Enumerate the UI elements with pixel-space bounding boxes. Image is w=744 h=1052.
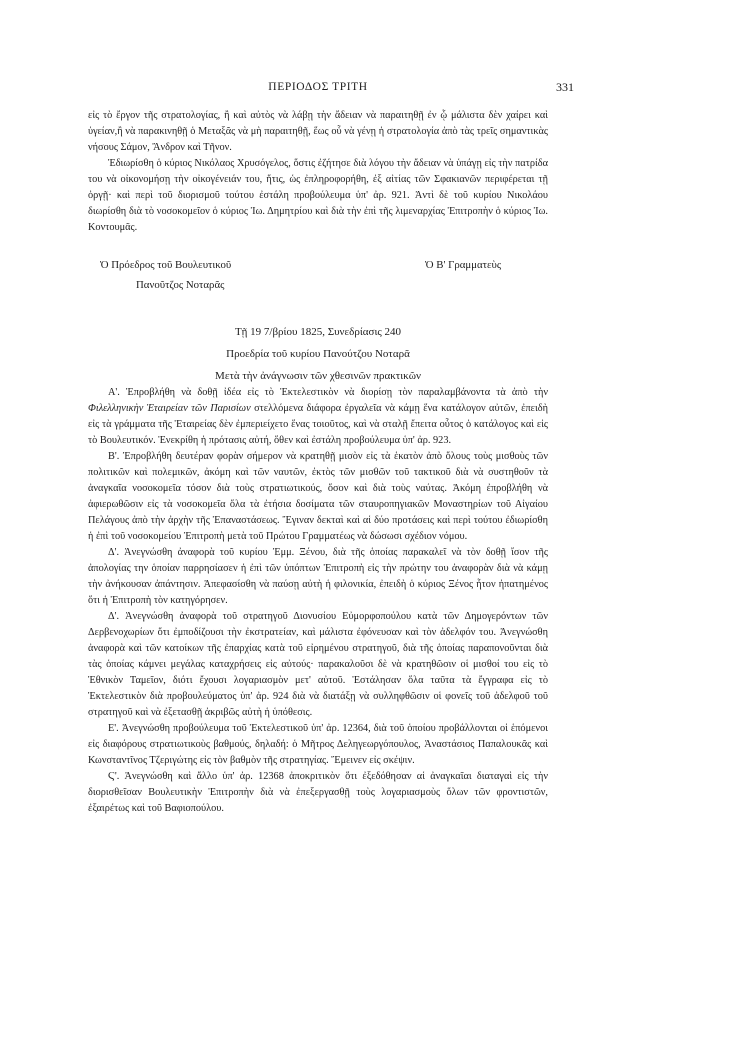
item-s: Ϛ'. Ἀνεγνώσθη καὶ ἄλλο ὑπ' ἀρ. 12368 ἀποκριτικὸν ὅτι ἐξεδόθησαν αἱ ἀναγκαῖαι διαταγαὶ εἰς τὴν διορισθεῖσαν Βουλευτικὴν Ἐπιτροπὴν διὰ νὰ ἐπεξεργασθῇ τοὺς λογαριασμοὺς ὅλων τῶν φροντιστῶν, ἐξαιρέτως καὶ τοῦ Βαφιοπούλου. bbox=[88, 771, 548, 814]
item-a bbox=[88, 385, 548, 449]
signature-president bbox=[100, 255, 350, 295]
item-d-first: Δ'. Ἀνεγνώσθη ἀναφορὰ τοῦ κυρίου Ἐμμ. Ξένου, διὰ τῆς ὁποίας παρακαλεῖ νὰ τὸν δοθῇ ἴσον τῆς ἀπολογίας την ὁποίαν παρρησίασεν ἡ ἐπὶ τῶν ὑπόπτων Ἐπιτροπὴ εἰς τὴν πρώτην του ἀναφορὰν διὰ νὰ κάμῃ τὴν ἀνήκουσαν ἀπάντησιν. Ἀπεφασίσθη νὰ παύσῃ αὐτὴ ἡ φιλονικία, ἐπειδὴ ὁ κύριος Ξένος ἦτον ἠπατημένος ὅτι ἡ Ἐπιτροπὴ τὸν κατηγόρησεν. bbox=[88, 547, 548, 606]
session-date: Τῇ 19 7/βρίου 1825, Συνεδρίασις 240 bbox=[234, 326, 402, 338]
session-presidency: Προεδρία τοῦ κυρίου Πανούτζου Νοταρᾶ bbox=[226, 348, 410, 360]
paragraph-appointment: Ἐδιωρίσθη ὁ κύριος Νικόλαος Χρυσόγελος, ὅστις ἐζήτησε διὰ λόγου τὴν ἄδειαν νὰ ὑπάγῃ εἰς τὴν πατρίδα του νὰ οἰκονομήσῃ τὴν οἰκογένειάν του, ἥτις, ὡς ἐπληροφορήθη, ἐξ αἰτίας τῶν Σφακιανῶν περιφέρεται τῇ ὀργῇ· καὶ περὶ τοῦ διορισμοῦ τούτου ἐστάλη προβούλευμα ὑπ' ἀρ. 921. Ἀντὶ δὲ τοῦ κυρίου Νικολάου διωρίσθη διὰ τὸ νοσοκομεῖον ὁ κύριος Ἰω. Δημητρίου καὶ διὰ τὴν ἐπὶ τῆς λιμεναρχίας Ἐπιτροπὴν ὁ κύριος Ἰω. Κοντουμᾶς. bbox=[88, 158, 548, 233]
session-minutes-note: Μετὰ τὴν ἀνάγνωσιν τῶν χθεσινῶν πρακτικῶν bbox=[215, 370, 421, 382]
top-text-block bbox=[88, 108, 548, 236]
item-d-second: Δ'. Ἀνεγνώσθη ἀναφορὰ τοῦ στρατηγοῦ Διονυσίου Εὐμορφοπούλου κατὰ τῶν Δημογερόντων τῶν Δερβενοχωρίων ὅτι ἐμποδίζουσι τὴν ἐκστρατείαν, καὶ μάλιστα ἐφόνευσαν καὶ τὸν ἀδελφόν του. Ἀνεγνώσθη ἀναφορὰ καὶ τῶν κατοίκων τῆς ἐπαρχίας κατὰ τοῦ εἰρημένου στρατηγοῦ, διὰ τῆς ὁποίας παραπονοῦνται διὰ τὰς ὁποίας κάμνει μεγάλας καταχρήσεις εἰς αὐτούς· παρακαλοῦσι δὲ νὰ κρατηθῶσιν οἱ μισθοί του εἰς τὸ Ἐθνικὸν Ταμεῖον, διότι ἔχουσι λογαριασμὸν μετ' αὐτοῦ. Ἐστάλησαν ὅλα ταῦτα τὰ ἔγγραφα εἰς τὸ Ἐκτελεστικὸν διὰ προβουλεύματος ὑπ' ἀρ. 924 διὰ νὰ διατάξῃ νὰ συλληφθῶσιν οἱ φονεῖς τοῦ ἀδελφοῦ τοῦ στρατηγοῦ καὶ νὰ ἐξετασθῇ ἀκριβῶς αὐτὴ ἡ ὑπόθεσις. bbox=[88, 611, 548, 718]
item-b: Β'. Ἐπροβλήθη δευτέραν φορὰν σήμερον νὰ κρατηθῇ μισὸν εἰς τὰ ἑκατὸν ἀπὸ ὅλους τοὺς μισθοὺς τῶν πολιτικῶν καὶ πολεμικῶν, ἀκόμη καὶ τῶν ναυτῶν, ἐκτὸς τῶν μισθῶν τοῦ τακτικοῦ διὰ νὰ συστηθοῦν τὰ ἀναγκαῖα νοσοκομεῖα τόσον διὰ τοὺς στρατιωτικούς, ὅσον καὶ διὰ τοὺς ναύτας. Ἀκόμη ἐπροβλήθη νὰ ἀφιερωθῶσιν εἰς τὰ νοσοκομεῖα ὅλα τὰ ἐτήσια δοσίματα τῶν σταυροπηγιακῶν Μοναστηρίων τοῦ Αἰγαίου Πελάγους ἀπὸ τὴν ἀρχὴν τῆς Ἐπαναστάσεως. Ἔγιναν δεκταὶ καὶ αἱ δύο προτάσεις καὶ περὶ τούτου ἐδιωρίσθη ἡ ἐπὶ τοῦ νοσοκομείου Ἐπιτροπὴ μετὰ τοῦ Πρώτου Γραμματέως νὰ δώσωσι σχέδιον νόμου. bbox=[88, 451, 548, 542]
secretary-title: Ὁ Β' Γραμματεὺς bbox=[425, 259, 502, 271]
page-number: 331 bbox=[556, 80, 574, 94]
signature-secretary bbox=[425, 255, 585, 275]
minutes-items bbox=[88, 385, 548, 817]
president-title: Ὁ Πρόεδρος τοῦ Βουλευτικοῦ bbox=[100, 259, 232, 271]
president-name: Πανοῦτζος Νοταρᾶς bbox=[136, 279, 225, 291]
paragraph-continuation: εἰς τὸ ἔργον τῆς στρατολογίας, ἢ καὶ αὐτὸς νὰ λάβῃ τὴν ἄδειαν νὰ παραιτηθῇ ἐν ᾧ μάλιστα δὲν χαίρει καὶ ὑγείαν,ἢ νὰ παρακινηθῇ ὁ Μεταξᾶς νὰ μὴ παραιτηθῇ, ἕως οὗ νὰ γένῃ ἡ στρατολογία ἀπὸ τὰς τρεῖς σημαντικὰς νήσους Σάμον, Ἄνδρον καὶ Τῆνον. bbox=[88, 110, 548, 153]
running-head: ΠΕΡΙΟΔΟΣ ΤΡΙΤΗ bbox=[268, 81, 368, 93]
item-a-society-name: Φιλελληνικὴν Ἑταιρείαν τῶν Παρισίων bbox=[88, 403, 251, 414]
item-a-text-2: στελλόμενα διάφορα ἐργαλεῖα νὰ κάμῃ ἕνα κατάλογον αὐτῶν, ἐπειδὴ εἰς τὰ γράμματα τῆς Ἑταιρείας δὲν ἐμπεριείχετο ἕνας τοιοῦτος, καὶ νὰ σταλῇ ἔπειτα οὗτος ὁ κατάλογος καὶ εἰς τὸ Βουλευτικόν. Ἐνεκρίθη ἡ πρότασις αὐτή, ὅθεν καὶ ἐστάλη προβούλευμα ὑπ' ἀρ. 923. bbox=[88, 403, 548, 446]
session-heading bbox=[88, 321, 548, 387]
item-a-text-1: Α'. Ἐπροβλήθη νὰ δοθῇ ἰδέα εἰς τὸ Ἐκτελεστικὸν νὰ διορίσῃ τὸν παραλαμβάνοντα τὰ ἀπὸ τὴν bbox=[108, 387, 548, 398]
item-e: Ε'. Ἀνεγνώσθη προβούλευμα τοῦ Ἐκτελεστικοῦ ὑπ' ἀρ. 12364, διὰ τοῦ ὁποίου προβάλλονται οἱ ἑπόμενοι εἰς διαφόρους στρατιωτικοὺς βαθμούς, δηλαδή: ὁ Μῆτρος Δεληγεωργόπουλος, Ἀναστάσιος Παπαλουκᾶς καὶ Κωνσταντῖνος Τζεριγώτης εἰς τὸν βαθμὸν τῆς στρατηγίας. Ἔμεινεν εἰς σκέψιν. bbox=[88, 723, 548, 766]
